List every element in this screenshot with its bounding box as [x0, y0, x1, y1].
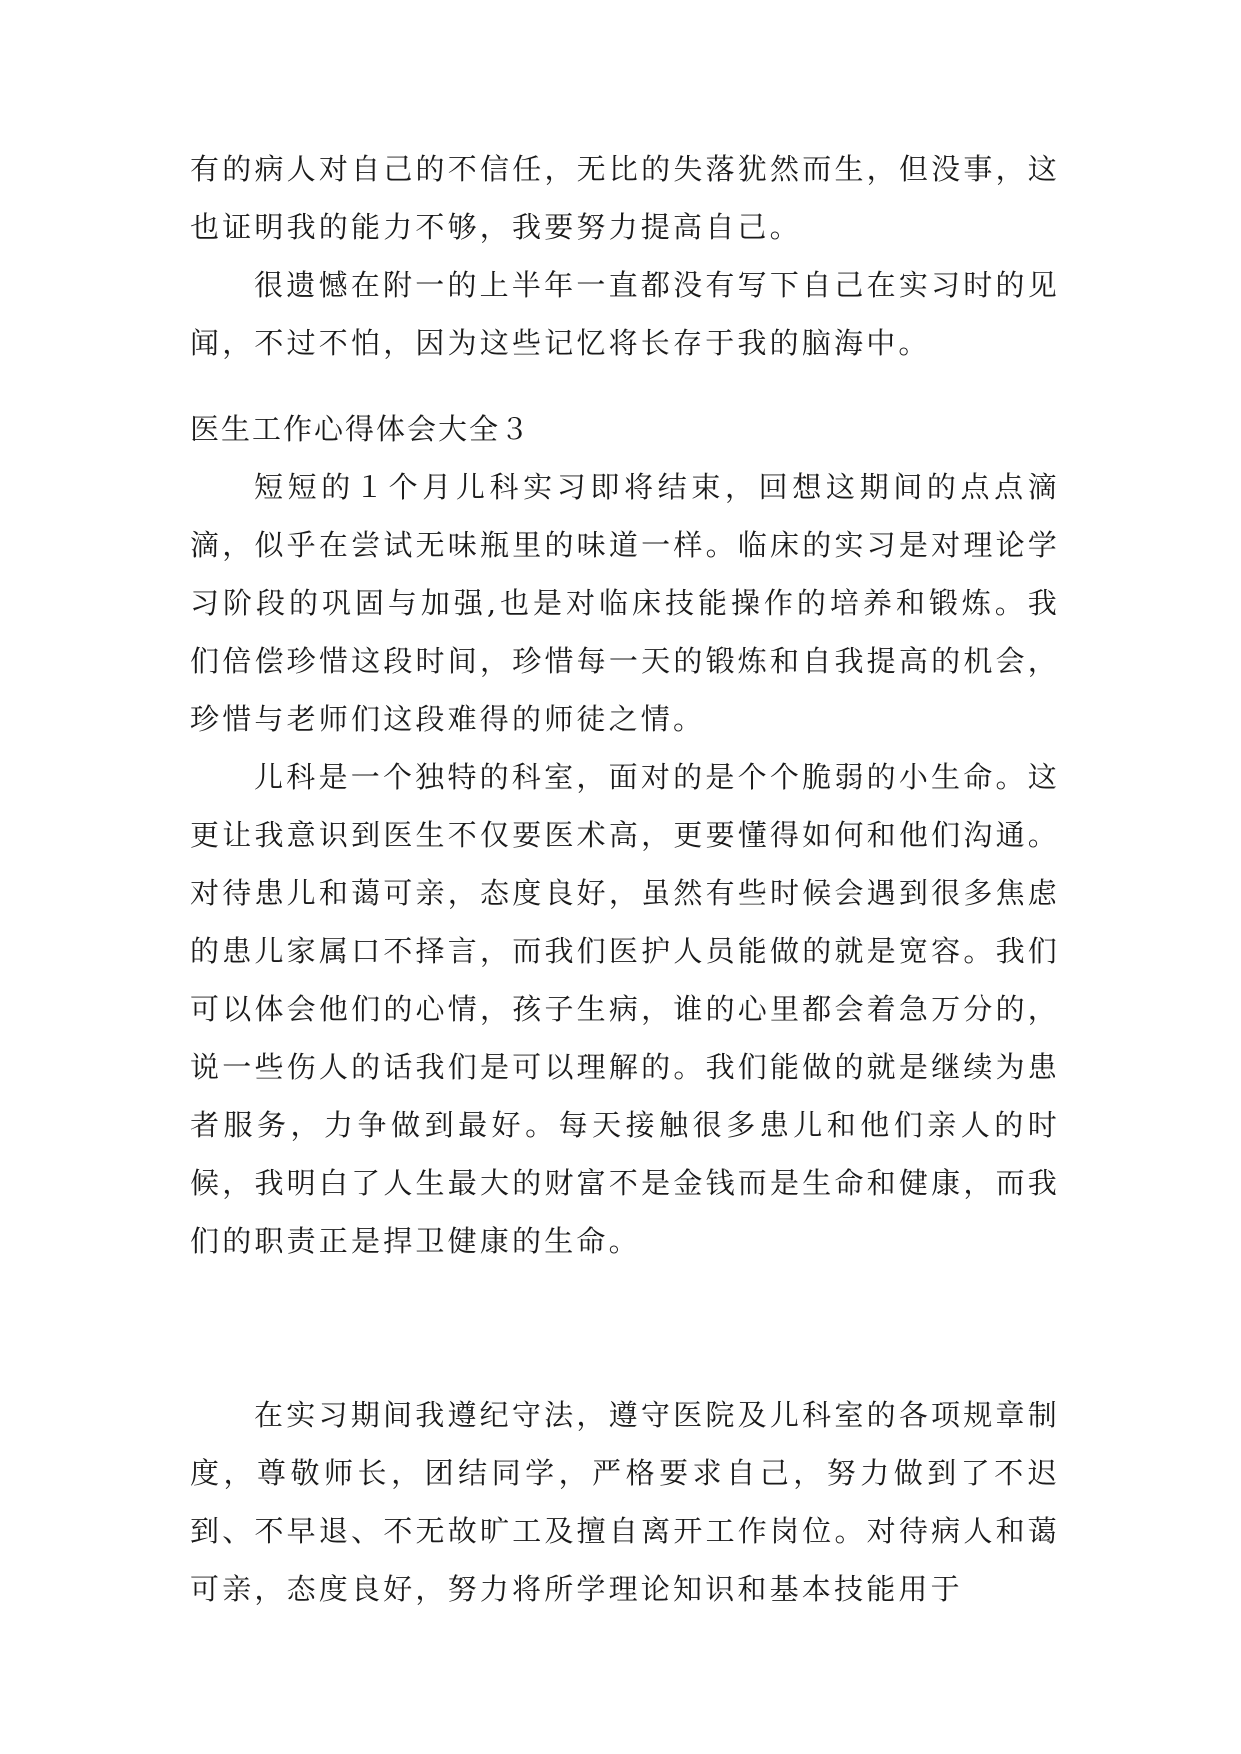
- paragraph-regret: 很遗憾在附一的上半年一直都没有写下自己在实习时的见闻，不过不怕，因为这些记忆将长存于我的脑海中。: [190, 268, 1060, 360]
- paragraph-pediatrics: 儿科是一个独特的科室，面对的是个个脆弱的小生命。这更让我意识到医生不仅要医术高，更要懂得如何和他们沟通。对待患儿和蔼可亲，态度良好，虽然有些时候会遇到很多焦虑的患儿家属口不择言，而我们医护人员能做的就是宽容。我们可以体会他们的心情，孩子生病，谁的心里都会着急万分的，说一些伤人的话我们是可以理解的。我们能做的就是继续为患者服务，力争做到最好。每天接触很多患儿和他们亲人的时候，我明白了人生最大的财富不是金钱而是生命和健康，而我们的职责正是捍卫健康的生命。: [190, 760, 1060, 1258]
- section-title: 医生工作心得体会大全３: [190, 412, 532, 446]
- paragraph-intro: 短短的１个月儿科实习即将结束，回想这期间的点点滴滴，似乎在尝试无味瓶里的味道一样。临床的实习是对理论学习阶段的巩固与加强,也是对临床技能操作的培养和锻炼。我们倍偿珍惜这段时间，珍惜每一天的锻炼和自我提高的机会，珍惜与老师们这段难得的师徒之情。: [190, 470, 1060, 736]
- paragraph-continuation: 有的病人对自己的不信任，无比的失落犹然而生，但没事，这也证明我的能力不够，我要努力提高自己。: [190, 152, 1060, 244]
- paragraph-discipline: 在实习期间我遵纪守法，遵守医院及儿科室的各项规章制度，尊敬师长，团结同学，严格要求自己，努力做到了不迟到、不早退、不无故旷工及擅自离开工作岗位。对待病人和蔼可亲，态度良好，努力将所学理论知识和基本技能用于: [190, 1398, 1060, 1606]
